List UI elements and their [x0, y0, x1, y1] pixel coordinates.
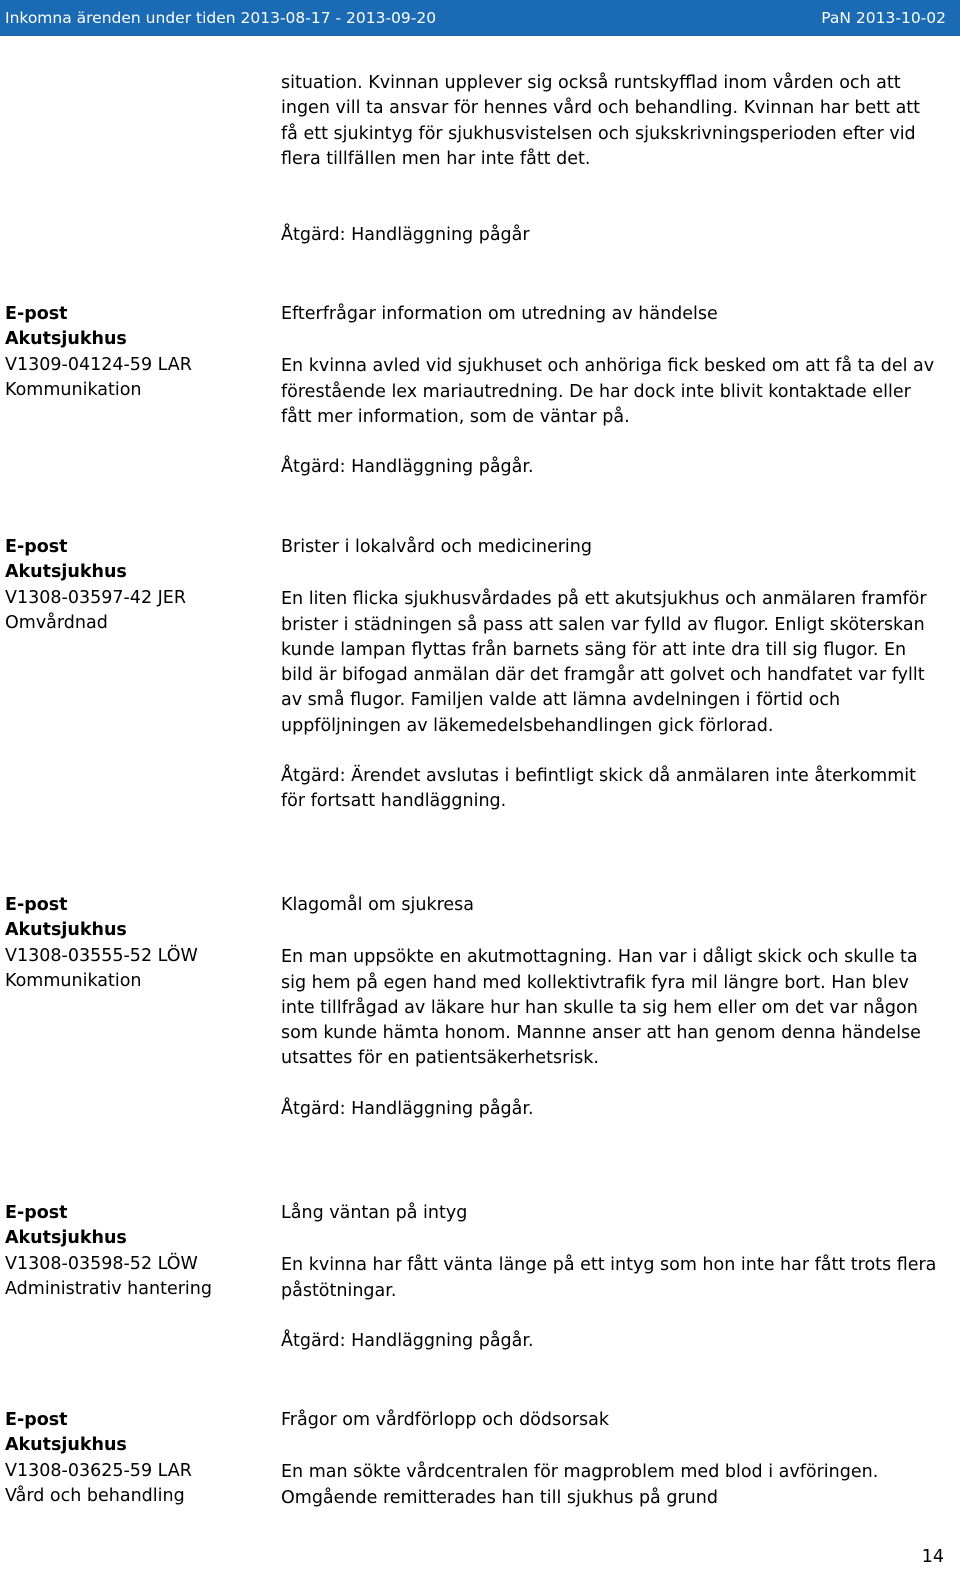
case-id: V1308-03598-52 LÖW — [5, 1253, 198, 1274]
case-meta — [5, 302, 265, 403]
case-category: Administrativ hantering — [5, 1278, 212, 1299]
case-category: Kommunikation — [5, 379, 142, 400]
case-channel: E-post — [5, 895, 68, 915]
intro-text: situation. Kvinnan upplever sig också runtskyfflad inom vården och att ingen vill ta ansvar för hennes vård och behandling. Kvinnan har bett att få ett sjukintyg för sjukhusvistelsen och sjukskrivningsperioden efter vid flera tillfällen men har inte fått det. — [281, 73, 921, 169]
case-channel: E-post — [5, 304, 68, 324]
case-id: V1308-03625-59 LAR — [5, 1460, 192, 1481]
case-meta — [5, 893, 265, 994]
case-unit: Akutsjukhus — [5, 329, 127, 350]
case-main — [281, 1408, 941, 1511]
case-unit: Akutsjukhus — [5, 1435, 127, 1456]
case-meta — [5, 1408, 265, 1509]
page-number: 14 — [921, 1547, 944, 1567]
case-main — [281, 893, 941, 1122]
case-main — [281, 1201, 941, 1354]
case-action: Åtgärd: Ärendet avslutas i befintligt skick då anmälaren inte återkommit för fortsatt handläggning. — [281, 766, 916, 812]
header-title: Inkomna ärenden under tiden 2013-08-17 - 2013-09-20 — [5, 9, 437, 27]
case-title: Brister i lokalvård och medicinering — [281, 537, 592, 557]
page-header — [0, 0, 960, 36]
case-category: Kommunikation — [5, 970, 142, 991]
case-unit: Akutsjukhus — [5, 920, 127, 941]
case-title: Lång väntan på intyg — [281, 1203, 468, 1223]
case-title: Klagomål om sjukresa — [281, 895, 475, 915]
case-category: Omvårdnad — [5, 612, 108, 633]
case-meta — [5, 535, 265, 636]
case-unit: Akutsjukhus — [5, 1228, 127, 1249]
case-id: V1308-03597-42 JER — [5, 587, 187, 608]
case-action: Åtgärd: Handläggning pågår. — [281, 457, 534, 478]
case-action: Åtgärd: Handläggning pågår. — [281, 1098, 534, 1119]
header-date: PaN 2013-10-02 — [821, 9, 946, 27]
case-channel: E-post — [5, 537, 68, 557]
case-action: Åtgärd: Handläggning pågår. — [281, 1330, 534, 1351]
case-id: V1308-03555-52 LÖW — [5, 945, 198, 966]
case-main — [281, 302, 941, 480]
case-meta — [5, 1201, 265, 1302]
case-description: En man uppsökte en akutmottagning. Han var i dåligt skick och skulle ta sig hem på egen hand med kollektivtrafik fyra mil längre bort. Han blev inte tillfrågad av läkare hur han skulle ta sig hem eller om det var någon som kunde hämta honom. Mannne anser att han genom denna händelse utsattes för en patientsäkerhetsrisk. — [281, 947, 921, 1069]
case-main — [281, 535, 941, 815]
case-channel: E-post — [5, 1410, 68, 1430]
case-id: V1309-04124-59 LAR — [5, 354, 192, 375]
case-description: En kvinna har fått vänta länge på ett intyg som hon inte har fått trots flera påstötningar. — [281, 1255, 937, 1301]
case-category: Vård och behandling — [5, 1485, 185, 1506]
case-unit: Akutsjukhus — [5, 562, 127, 583]
case-title: Frågor om vårdförlopp och dödsorsak — [281, 1410, 609, 1430]
case-description: En kvinna avled vid sjukhuset och anhöriga fick besked om att få ta del av förestående lex mariautredning. De har dock inte blivit kontaktade eller fått mer information, som de väntar på. — [281, 356, 935, 427]
case-channel: E-post — [5, 1203, 68, 1223]
case-description: En liten flicka sjukhusvårdades på ett akutsjukhus och anmälaren framför brister i städningen så pass att salen var fylld av flugor. Enligt sköterskan kunde lampan flyttas från barnets säng för att inte dra till sig flugor. En bild är bifogad anmälan där det framgår att golvet och handfatet var fyllt av små flugor. Familjen valde att lämna avdelningen i förtid och uppföljningen av läkemedelsbehandlingen gick förlorad. — [281, 589, 927, 736]
intro-action: Åtgärd: Handläggning pågår — [281, 225, 530, 245]
case-title: Efterfrågar information om utredning av händelse — [281, 304, 718, 324]
case-description: En man sökte vårdcentralen för magproblem med blod i avföringen. Omgående remitterades han till sjukhus på grund — [281, 1462, 879, 1508]
